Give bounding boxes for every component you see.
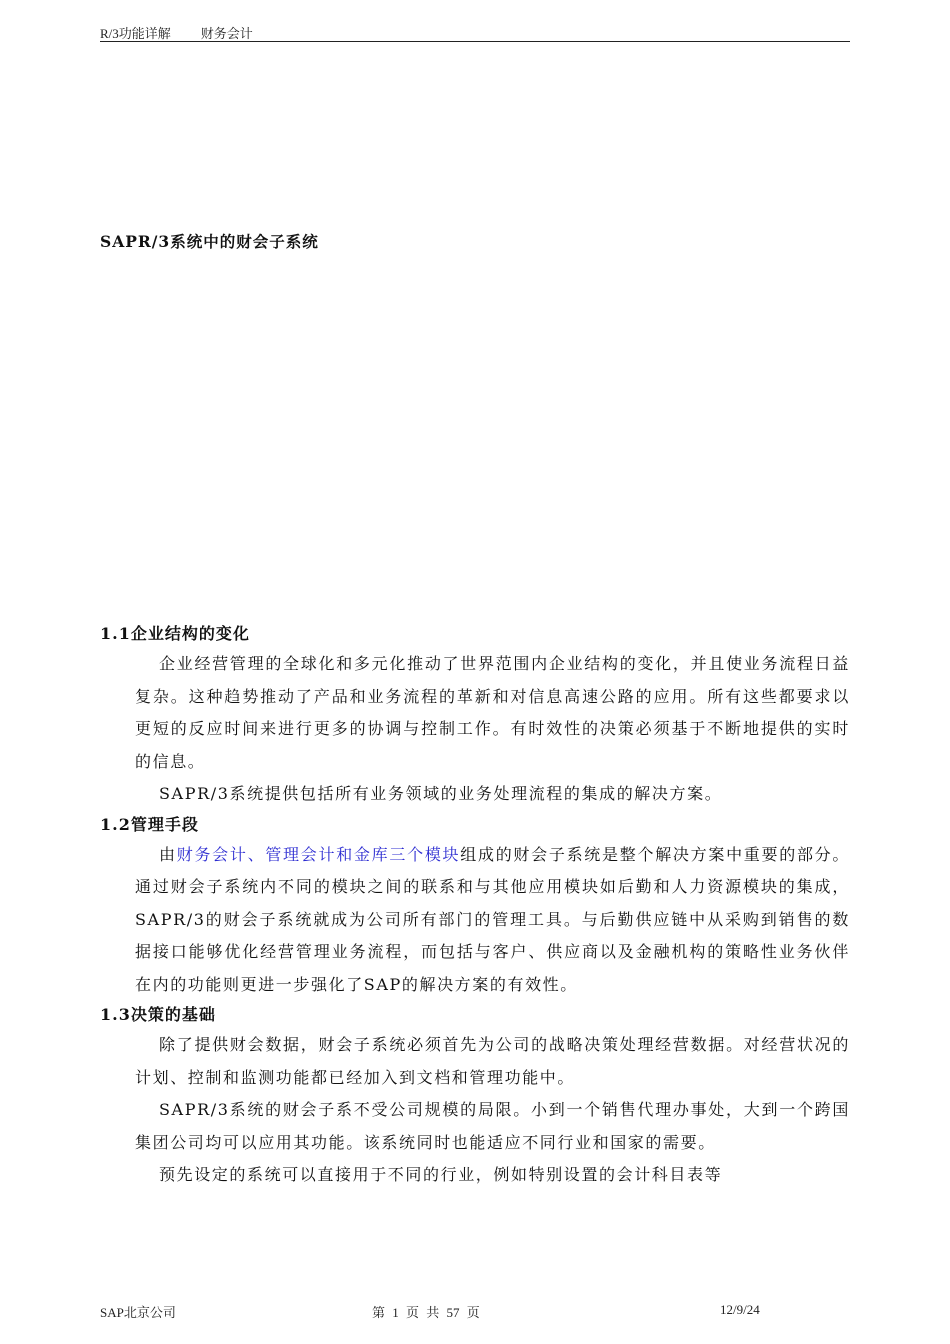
section-heading: 1.2管理手段 xyxy=(100,814,199,834)
paragraph-text: 组成的财会子系统是整个解决方案中重要的部分。通过财会子系统内不同的模块之间的联系和与其他应用模块如后勤和人力资源模块的集成，SAPR/3的财会子系统就成为公司所有部门的管理工具。与后勤供应链中从采购到销售的数据接口能够优化经营管理业务流程，而包括与客户、供应商以及金融机构的策略性业务伙伴在内的功能则更进一步强化了SAP的解决方案的有效性。 xyxy=(135,844,850,994)
paragraph: 除了提供财会数据，财会子系统必须首先为公司的战略决策处理经营数据。对经营状况的计划、控制和监测功能都已经加入到文档和管理功能中。 xyxy=(135,1035,850,1087)
section-heading: 1.1企业结构的变化 xyxy=(100,624,250,643)
paragraph-prefix: 由 xyxy=(159,844,177,864)
paragraph xyxy=(135,839,850,1002)
section-1-1 xyxy=(100,620,850,811)
header-section: 财务会计 xyxy=(200,26,253,41)
paragraph: 预先设定的系统可以直接用于不同的行业，例如特别设置的会计科目表等 xyxy=(159,1165,723,1184)
running-header xyxy=(100,23,253,42)
header-divider xyxy=(100,41,850,42)
section-heading: 1.3决策的基础 xyxy=(100,1005,216,1024)
footer-page-info: 第 1 页 共 57 页 xyxy=(372,1305,480,1320)
paragraph: SAPR/3系统提供包括所有业务领域的业务处理流程的集成的解决方案。 xyxy=(159,784,723,803)
section-1-2 xyxy=(100,811,850,1002)
footer-company: SAP北京公司 xyxy=(100,1305,176,1320)
document-title: SAPR/3系统中的财会子系统 xyxy=(100,232,319,251)
paragraph: SAPR/3系统的财会子系不受公司规模的局限。小到一个销售代理办事处，大到一个跨国集团公司均可以应用其功能。该系统同时也能适应不同行业和国家的需要。 xyxy=(135,1100,850,1152)
header-doc-name: R/3功能详解 xyxy=(100,26,171,41)
section-1-3 xyxy=(100,1001,850,1192)
footer-date: 12/9/24 xyxy=(720,1302,760,1317)
paragraph: 企业经营管理的全球化和多元化推动了世界范围内企业结构的变化，并且使业务流程日益复杂。这种趋势推动了产品和业务流程的革新和对信息高速公路的应用。所有这些都要求以更短的反应时间来进行更多的协调与控制工作。有时效性的决策必须基于不断地提供的实时的信息。 xyxy=(135,654,850,771)
document-body xyxy=(100,620,850,1192)
module-link[interactable]: 财务会计、管理会计和金库三个模块 xyxy=(176,844,461,864)
